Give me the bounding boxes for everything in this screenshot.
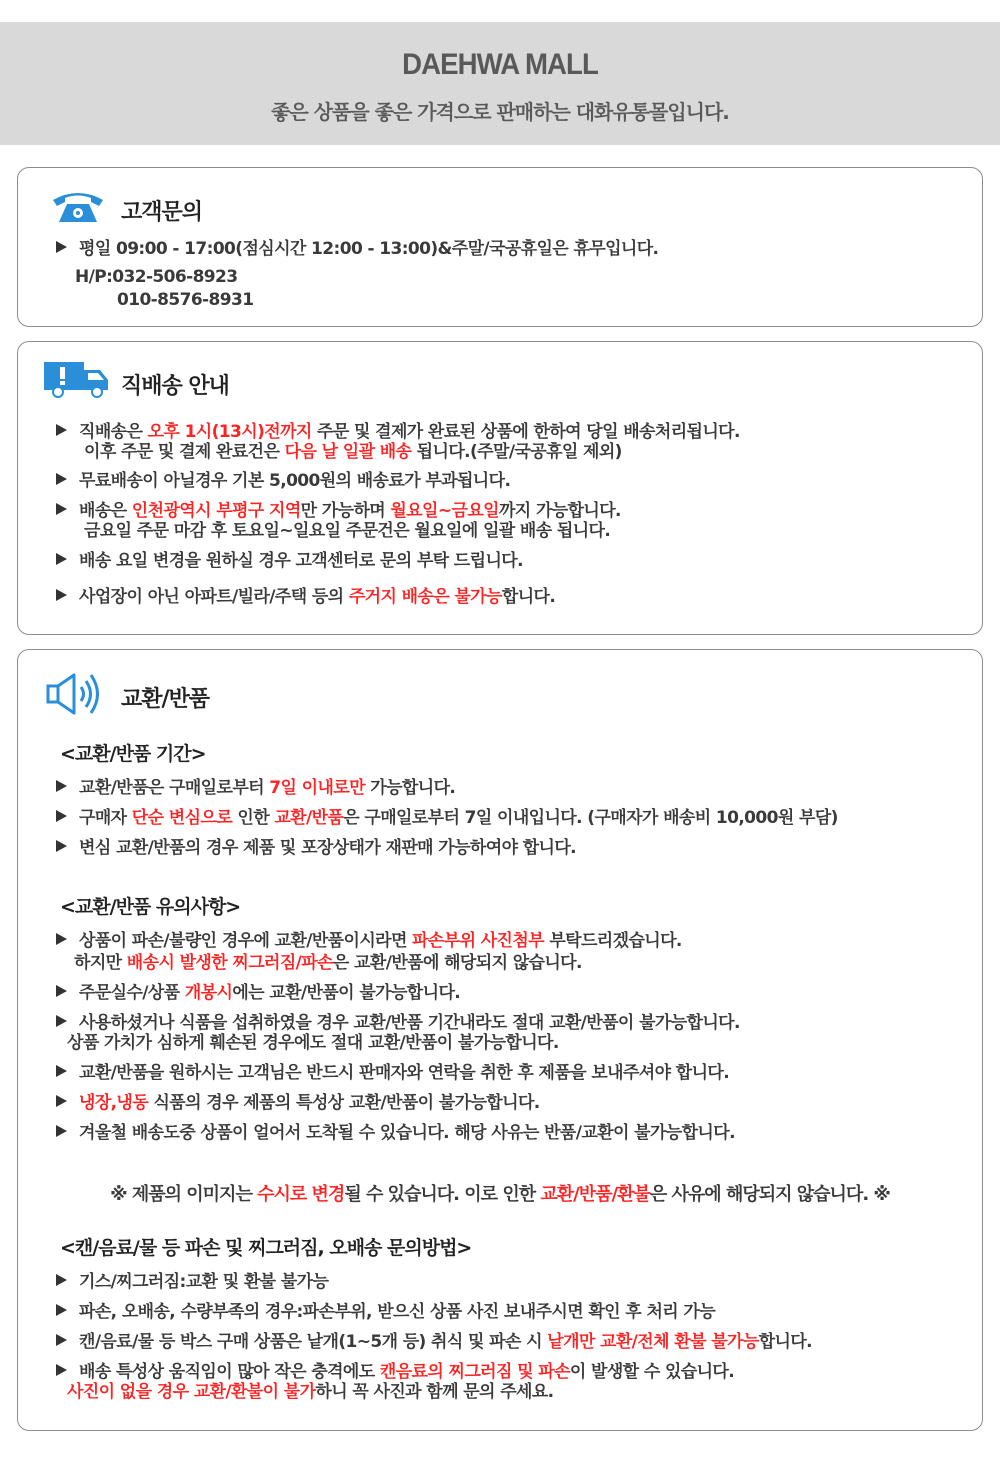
delivery-line-3-cont: 금요일 주문 마감 후 토요일~일요일 주문건은 월요일에 일괄 배송 됩니다. [84,521,611,541]
exchange-title: 교환/반품 [121,687,210,712]
caution-line-3: 사용하셨거나 식품을 섭취하였을 경우 교환/반품 기간내라도 절대 교환/반품이 불가능합니다. [56,1013,740,1033]
caution-heading: <교환/반품 유의사항> [60,896,241,918]
delivery-title: 직배송 안내 [121,374,229,399]
caution-line-6: 겨울철 배송도중 상품이 얼어서 도착될 수 있습니다. 해당 사유는 반품/교환이 불가능합니다. [56,1123,735,1143]
period-heading: <교환/반품 기간> [60,743,206,765]
can-line-2: 파손, 오배송, 수량부족의 경우:파손부위, 받으신 상품 사진 보내주시면 확인 후 처리 가능 [56,1302,715,1322]
telephone-icon [51,188,105,224]
period-line-3: 변심 교환/반품의 경우 제품 및 포장상태가 재판매 가능하여야 합니다. [56,838,576,858]
can-line-3: 캔/음료/물 등 박스 구매 상품은 낱개(1~5개 등) 취식 및 파손 시 낱개만 교환/전체 환불 불가능합니다. [56,1332,812,1352]
caution-line-1-cont: 하지만 배송시 발생한 찌그러짐/파손은 교환/반품에 해당되지 않습니다. [74,953,582,973]
can-line-1: 기스/찌그러짐:교환 및 환불 불가능 [56,1272,328,1292]
caution-line-2: 주문실수/상품 개봉시에는 교환/반품이 불가능합니다. [56,983,460,1003]
contact-title: 고객문의 [121,200,203,225]
delivery-truck-icon [42,360,110,400]
image-change-notice: ※ 제품의 이미지는 수시로 변경될 수 있습니다. 이로 인한 교환/반품/환불은 사유에 해당되지 않습니다. ※ [110,1184,890,1205]
delivery-line-4: 배송 요일 변경을 원하실 경우 고객센터로 문의 부탁 드립니다. [56,551,523,571]
caution-line-4: 교환/반품을 원하시는 고객님은 반드시 판매자와 연락을 취한 후 제품을 보내주셔야 합니다. [56,1063,729,1083]
can-line-4: 배송 특성상 움직임이 많아 작은 충격에도 캔음료의 찌그러짐 및 파손이 발생할 수 있습니다. [56,1362,734,1382]
caution-line-5: 냉장,냉동 식품의 경우 제품의 특성상 교환/반품이 불가능합니다. [56,1093,540,1113]
contact-phone-1: H/P:032-506-8923 [75,267,238,287]
caution-line-3-cont: 상품 가치가 심하게 훼손된 경우에도 절대 교환/반품이 불가능합니다. [67,1033,559,1053]
caution-line-1: 상품이 파손/불량인 경우에 교환/반품이시라면 파손부위 사진첨부 부탁드리겠습니다. [56,931,682,951]
exchange-section [17,649,983,1431]
mall-title: DAEHWA MALL [402,48,598,81]
contact-section [17,167,983,327]
contact-phone-2: 010-8576-8931 [117,290,254,310]
contact-hours: 평일 09:00 - 17:00(점심시간 12:00 - 13:00)&주말/국공휴일은 휴무입니다. [56,239,658,259]
delivery-line-5: 사업장이 아닌 아파트/빌라/주택 등의 주거지 배송은 불가능합니다. [56,587,555,607]
header-banner [0,22,1000,145]
speaker-icon [46,672,106,716]
delivery-line-1-cont: 이후 주문 및 결제 완료건은 다음 날 일괄 배송 됩니다.(주말/국공휴일 제외) [84,442,622,462]
period-line-1: 교환/반품은 구매일로부터 7일 이내로만 가능합니다. [56,778,455,798]
delivery-line-2: 무료배송이 아닐경우 기본 5,000원의 배송료가 부과됩니다. [56,471,510,491]
delivery-line-1: 직배송은 오후 1시(13시)전까지 주문 및 결제가 완료된 상품에 한하여 당일 배송처리됩니다. [56,422,740,442]
delivery-section [17,341,983,635]
delivery-line-3: 배송은 인천광역시 부평구 지역만 가능하며 월요일~금요일까지 가능합니다. [56,501,621,521]
mall-subtitle: 좋은 상품을 좋은 가격으로 판매하는 대화유통몰입니다. [271,100,729,124]
can-line-4-cont: 사진이 없을 경우 교환/환불이 불가하니 꼭 사진과 함께 문의 주세요. [67,1382,554,1402]
can-heading: <캔/음료/물 등 파손 및 찌그러짐, 오배송 문의방법> [60,1237,472,1259]
period-line-2: 구매자 단순 변심으로 인한 교환/반품은 구매일로부터 7일 이내입니다. (구매자가 배송비 10,000원 부담) [56,808,838,828]
